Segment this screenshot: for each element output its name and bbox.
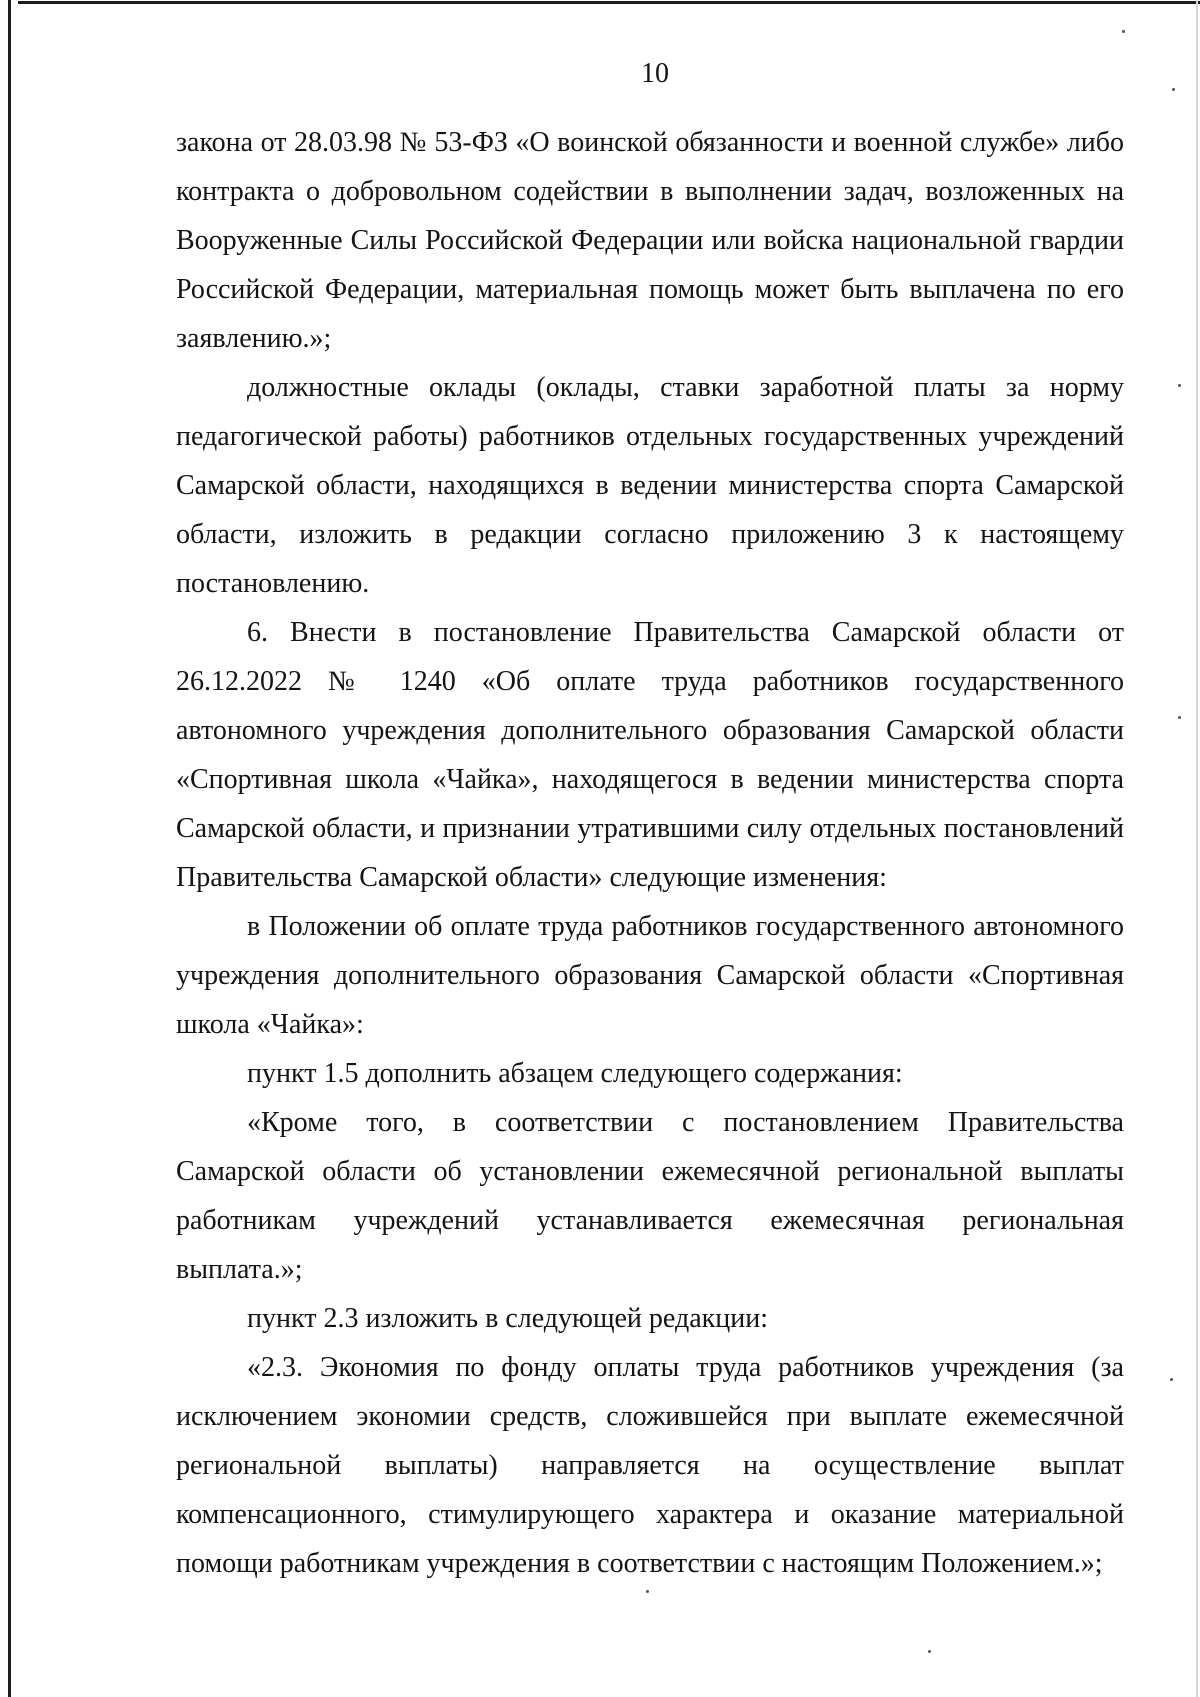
scan-edge-left bbox=[8, 0, 11, 1697]
paragraph-clause-1-5: пункт 1.5 дополнить абзацем следующего содержания: bbox=[247, 1058, 903, 1089]
paragraph-clause-2-3: пункт 2.3 изложить в следующей редакции: bbox=[247, 1303, 768, 1334]
paragraph-item-6: 6. Внести в постановление Правительства Самарской области от 26.12.2022 № 1240 «Об оплате труда работников государственного автономного учреждения дополнительного образования Самарской области «Спортивная школа «Чайка», находящегося в ведении министерства спорта Самарской области, и признании утратившими силу отдельных постановлений Правительства Самарской области» следующие изменения: bbox=[176, 617, 1124, 893]
scan-speck bbox=[928, 1650, 931, 1653]
scan-speck bbox=[1122, 30, 1125, 33]
paragraph-clause-1-5-text: «Кроме того, в соответствии с постановлением Правительства Самарской области об установлении ежемесячной региональной выплаты работникам учреждений устанавливается ежемесячная региональная выплата.»; bbox=[176, 1107, 1124, 1285]
scan-speck bbox=[1178, 716, 1181, 719]
paragraph-continuation: закона от 28.03.98 № 53-ФЗ «О воинской обязанности и военной службе» либо контракта о добровольном содействии в выполнении задач, возложенных на Вооруженные Силы Российской Федерации или войска национальной гвардии Российской Федерации, материальная помощь может быть выплачена по его заявлению.»; bbox=[176, 127, 1124, 354]
scan-speck bbox=[646, 1590, 649, 1593]
page-number: 10 bbox=[641, 58, 669, 89]
paragraph-regulation-amendment: в Положении об оплате труда работников государственного автономного учреждения дополнительного образования Самарской области «Спортивная школа «Чайка»: bbox=[176, 911, 1124, 1040]
scan-speck bbox=[1170, 1378, 1173, 1381]
scan-speck bbox=[1178, 384, 1181, 387]
paragraph-clause-2-3-text: «2.3. Экономия по фонду оплаты труда работников учреждения (за исключением экономии средств, сложившейся при выплате ежемесячной региональной выплаты) направляется на осуществление выплат компенсационного, стимулирующего характера и оказание материальной помощи работникам учреждения в соответствии с настоящим Положением.»; bbox=[176, 1352, 1124, 1579]
document-body bbox=[176, 118, 1124, 1588]
scan-edge-right bbox=[1196, 0, 1198, 1697]
scan-edge-top bbox=[18, 1, 1200, 4]
paragraph-salary-rates: должностные оклады (оклады, ставки заработной платы за норму педагогической работы) работников отдельных государственных учреждений Самарской области, находящихся в ведении министерства спорта Самарской области, изложить в редакции согласно приложению 3 к настоящему постановлению. bbox=[176, 372, 1124, 599]
